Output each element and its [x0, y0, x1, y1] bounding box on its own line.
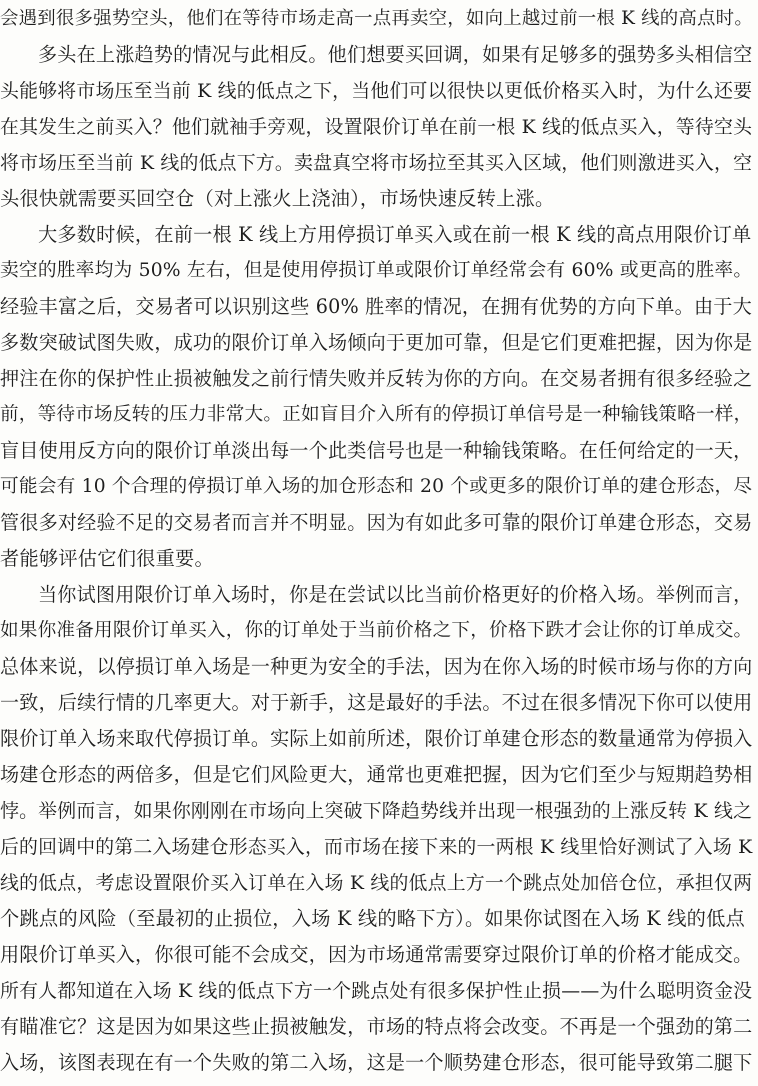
- text-line: 有瞄准它？这是因为如果这些止损被触发，市场的特点将会改变。不再是一个强劲的第二: [0, 1015, 753, 1038]
- text-line: 头很快就需要买回空仓（对上涨火上浇油），市场快速反转上涨。: [0, 187, 555, 210]
- text-line: 一致，后续行情的几率更大。对于新手，这是最好的手法。不过在很多情况下你可以使用: [0, 691, 753, 714]
- text-line: 在其发生之前买入？他们就袖手旁观，设置限价订单在前一根 K 线的低点买入，等待空头: [0, 116, 753, 138]
- text-line: 悖。举例而言，如果你刚刚在市场向上突破下降趋势线并出现一根强劲的上涨反转 K 线之: [0, 800, 753, 822]
- text-line: 个跳点的风险（至最初的止损位，入场 K 线的略下方）。如果你试图在入场 K 线的低点: [0, 907, 746, 930]
- text-line: 多数突破试图失败，成功的限价订单入场倾向于更加可靠，但是它们更难把握，因为你是: [0, 331, 753, 354]
- text-line: 当你试图用限价订单入场时，你是在尝试以比当前价格更好的价格入场。举例而言，: [38, 583, 753, 606]
- text-line: 如果你准备用限价订单买入，你的订单处于当前价格之下，价格下跌才会让你的订单成交。: [0, 620, 753, 641]
- text-line: 前，等待市场反转的压力非常大。正如盲目介入所有的停损订单信号是一种输钱策略一样，: [0, 404, 753, 425]
- text-line: 入场，该图表现在有一个失败的第二入场，这是一个顺势建仓形态，很可能导致第二腿下: [0, 1051, 753, 1074]
- text-line: 者能够评估它们很重要。: [0, 547, 214, 570]
- text-line: 押注在你的保护性止损被触发之前行情失败并反转为你的方向。在交易者拥有很多经验之: [0, 367, 753, 390]
- text-line: 管很多对经验不足的交易者而言并不明显。因为有如此多可靠的限价订单建仓形态，交易: [0, 511, 753, 534]
- text-line: 经验丰富之后，交易者可以识别这些 60% 胜率的情况，在拥有优势的方向下单。由于大: [0, 295, 752, 318]
- text-line: 会遇到很多强势空头，他们在等待市场走高一点再卖空，如向上越过前一根 K 线的高点时。: [0, 8, 753, 29]
- text-line: 线的低点，考虑设置限价买入订单在入场 K 线的低点上方一个跳点处加倍仓位，承担仅两: [0, 872, 753, 894]
- text-line: 场建仓形态的两倍多，但是它们风险更大，通常也更难把握，因为它们至少与短期趋势相: [0, 763, 753, 786]
- text-line: 大多数时候，在前一根 K 线上方用停损订单买入或在前一根 K 线的高点用限价订单: [38, 223, 752, 246]
- text-line: 卖空的胜率均为 50% 左右，但是使用停损订单或限价订单经常会有 60% 或更高的胜率。: [0, 260, 753, 281]
- text-line: 限价订单入场来取代停损订单。实际上如前所述，限价订单建仓形态的数量通常为停损入: [0, 727, 753, 750]
- text-line: 总体来说，以停损订单入场是一种更为安全的手法，因为在你入场的时候市场与你的方向: [0, 655, 753, 678]
- text-line: 可能会有 10 个合理的停损订单入场的加仓形态和 20 个或更多的限价订单的建仓形态，尽: [0, 476, 753, 497]
- text-line: 用限价订单买入，你很可能不会成交，因为市场通常需要穿过限价订单的价格才能成交。: [0, 943, 753, 966]
- text-line: 多头在上涨趋势的情况与此相反。他们想要买回调，如果有足够多的强势多头相信空: [38, 43, 753, 66]
- text-line: 头能够将市场压至当前 K 线的低点之下，当他们可以很快以更低价格买入时，为什么还要: [0, 80, 753, 102]
- text-line: 将市场压至当前 K 线的低点下方。卖盘真空将市场拉至其买入区域，他们则激进买入，空: [0, 152, 753, 174]
- text-line: 后的回调中的第二入场建仓形态买入，而市场在接下来的一两根 K 线里恰好测试了入场 K: [0, 836, 753, 858]
- text-line: 盲目使用反方向的限价订单淡出每一个此类信号也是一种输钱策略。在任何给定的一天，: [0, 439, 753, 462]
- text-line: 所有人都知道在入场 K 线的低点下方一个跳点处有很多保护性止损——为什么聪明资金没: [0, 980, 753, 1002]
